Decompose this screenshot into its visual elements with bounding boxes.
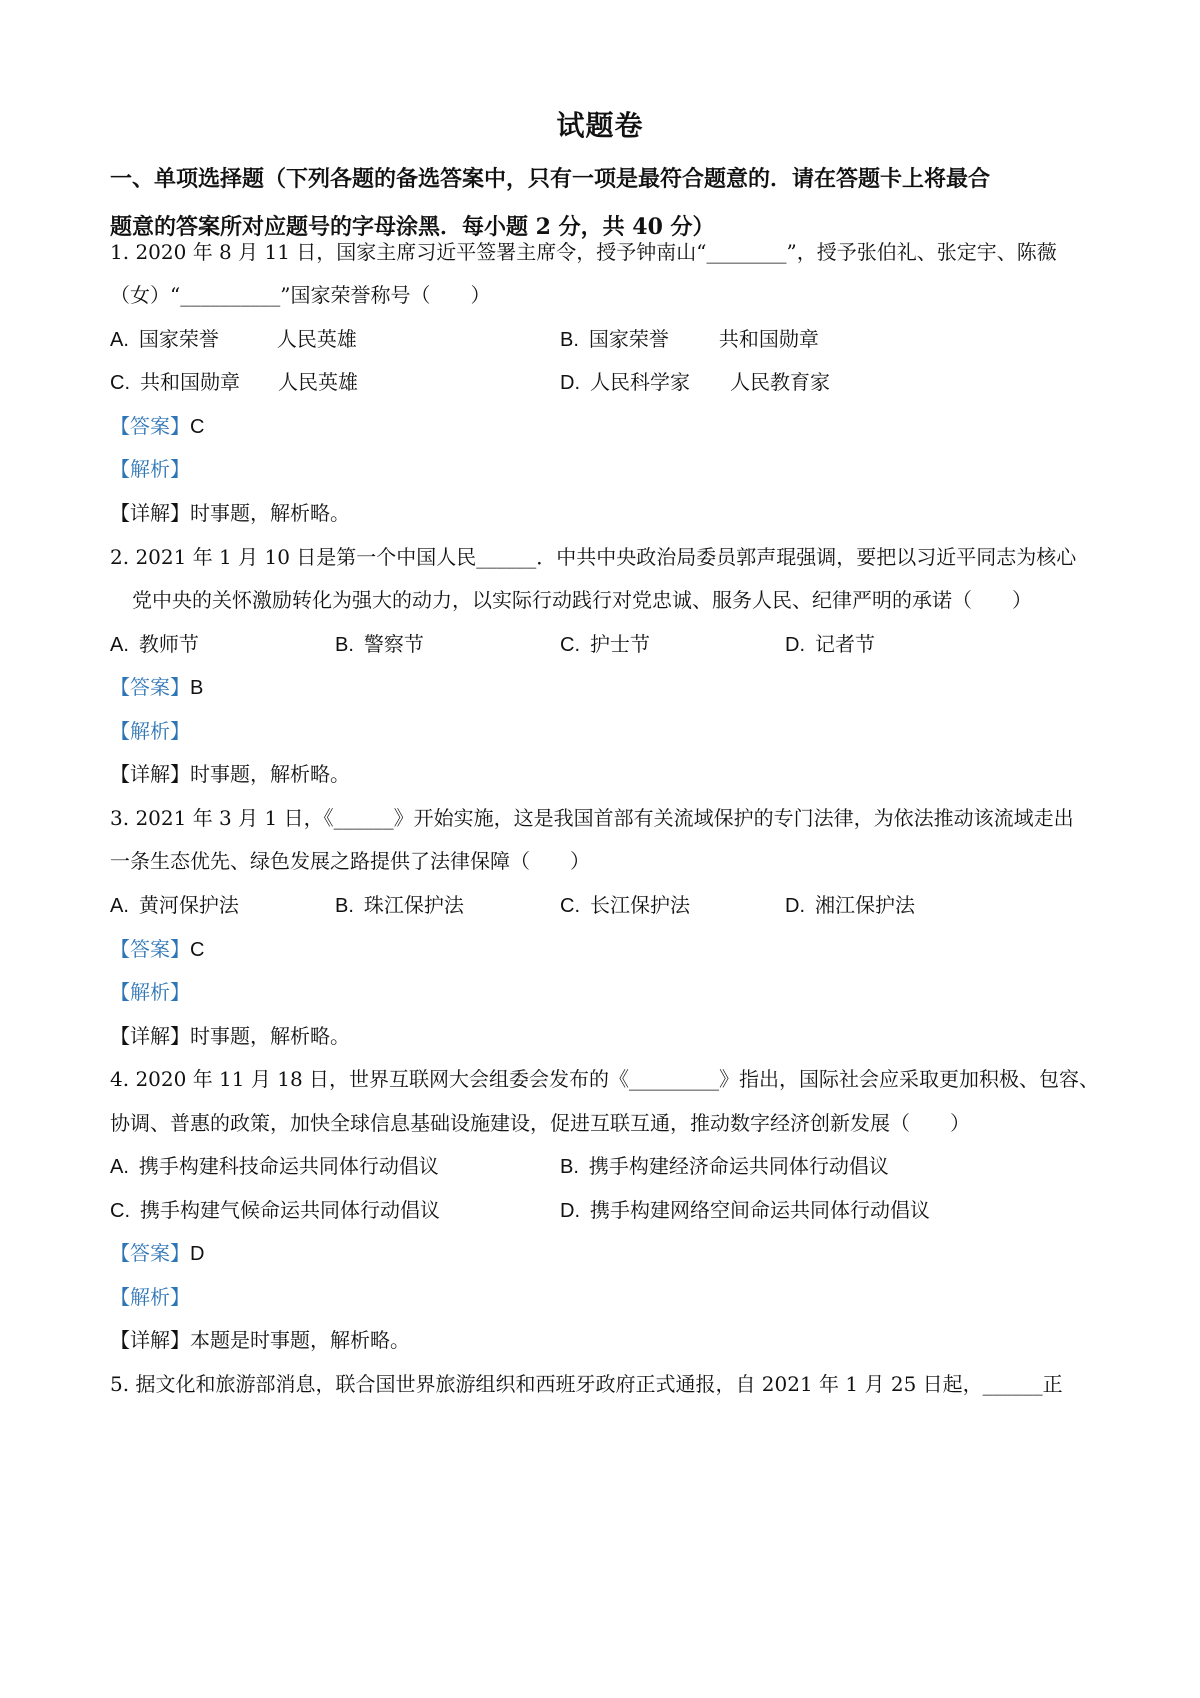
question-4-option-b: B. 携手构建经济命运共同体行动倡议 xyxy=(560,1154,889,1178)
question-1-line-2: （女）“__________”国家荣誉称号（ ） xyxy=(110,283,491,307)
question-1-option-d: D. 人民科学家 人民教育家 xyxy=(560,370,830,394)
question-2-option-d: D. 记者节 xyxy=(785,632,875,656)
question-4-detail: 【详解】本题是时事题，解析略。 xyxy=(110,1328,410,1352)
question-1-line-1: 1. 2020 年 8 月 11 日，国家主席习近平签署主席令，授予钟南山“________”，授予张伯礼、张定宇、陈薇 xyxy=(110,240,1057,264)
question-1-option-a: A. 国家荣誉 人民英雄 xyxy=(110,327,357,351)
question-3-line-2: 一条生态优先、绿色发展之路提供了法律保障（ ） xyxy=(110,849,590,873)
question-1-answer: 【答案】C xyxy=(110,414,205,438)
question-4-analysis: 【解析】 xyxy=(110,1285,190,1309)
question-1-option-c: C. 共和国勋章 人民英雄 xyxy=(110,370,358,394)
section-heading-line-2: 题意的答案所对应题号的字母涂黑．每小题 2 分，共 40 分） xyxy=(110,214,715,240)
question-3-option-a: A. 黄河保护法 xyxy=(110,893,239,917)
question-2-answer: 【答案】B xyxy=(110,675,204,699)
question-4-option-d: D. 携手构建网络空间命运共同体行动倡议 xyxy=(560,1198,930,1222)
question-3-option-d: D. 湘江保护法 xyxy=(785,893,915,917)
question-1-option-b: B. 国家荣誉 共和国勋章 xyxy=(560,327,819,351)
section-heading-line-1: 一、单项选择题（下列各题的备选答案中，只有一项是最符合题意的．请在答题卡上将最合 xyxy=(110,166,991,192)
question-4-answer: 【答案】D xyxy=(110,1241,205,1265)
question-2-analysis: 【解析】 xyxy=(110,719,190,743)
section-heading xyxy=(110,155,1100,251)
question-4-line-2: 协调、普惠的政策，加快全球信息基础设施建设，促进互联互通，推动数字经济创新发展（ ） xyxy=(110,1111,970,1135)
question-4-line-1: 4. 2020 年 11 月 18 日，世界互联网大会组委会发布的《_________》指出，国际社会应采取更加积极、包容、 xyxy=(110,1067,1100,1091)
question-5-line-1: 5. 据文化和旅游部消息，联合国世界旅游组织和西班牙政府正式通报，自 2021 年 1 月 25 日起，______正 xyxy=(110,1372,1063,1396)
question-2-detail: 【详解】时事题，解析略。 xyxy=(110,762,350,786)
question-3-answer: 【答案】C xyxy=(110,937,205,961)
question-3-analysis: 【解析】 xyxy=(110,980,190,1004)
question-1-analysis: 【解析】 xyxy=(110,457,190,481)
question-4-option-a: A. 携手构建科技命运共同体行动倡议 xyxy=(110,1154,439,1178)
question-3-option-c: C. 长江保护法 xyxy=(560,893,690,917)
question-4-option-c: C. 携手构建气候命运共同体行动倡议 xyxy=(110,1198,440,1222)
question-2-option-c: C. 护士节 xyxy=(560,632,650,656)
question-3-line-1: 3. 2021 年 3 月 1 日，《______》开始实施，这是我国首部有关流域保护的专门法律，为依法推动该流域走出 xyxy=(110,806,1074,830)
question-3-detail: 【详解】时事题，解析略。 xyxy=(110,1024,350,1048)
question-2-line-2: 党中央的关怀激励转化为强大的动力，以实际行动践行对党忠诚、服务人民、纪律严明的承诺（ ） xyxy=(132,588,1032,612)
page-title: 试题卷 xyxy=(556,109,644,142)
question-2-option-b: B. 警察节 xyxy=(335,632,424,656)
question-1-detail: 【详解】时事题，解析略。 xyxy=(110,501,350,525)
question-2-line-1: 2. 2021 年 1 月 10 日是第一个中国人民______．中共中央政治局委员郭声琨强调，要把以习近平同志为核心 xyxy=(110,545,1077,569)
question-3-option-b: B. 珠江保护法 xyxy=(335,893,464,917)
question-2-option-a: A. 教师节 xyxy=(110,632,199,656)
